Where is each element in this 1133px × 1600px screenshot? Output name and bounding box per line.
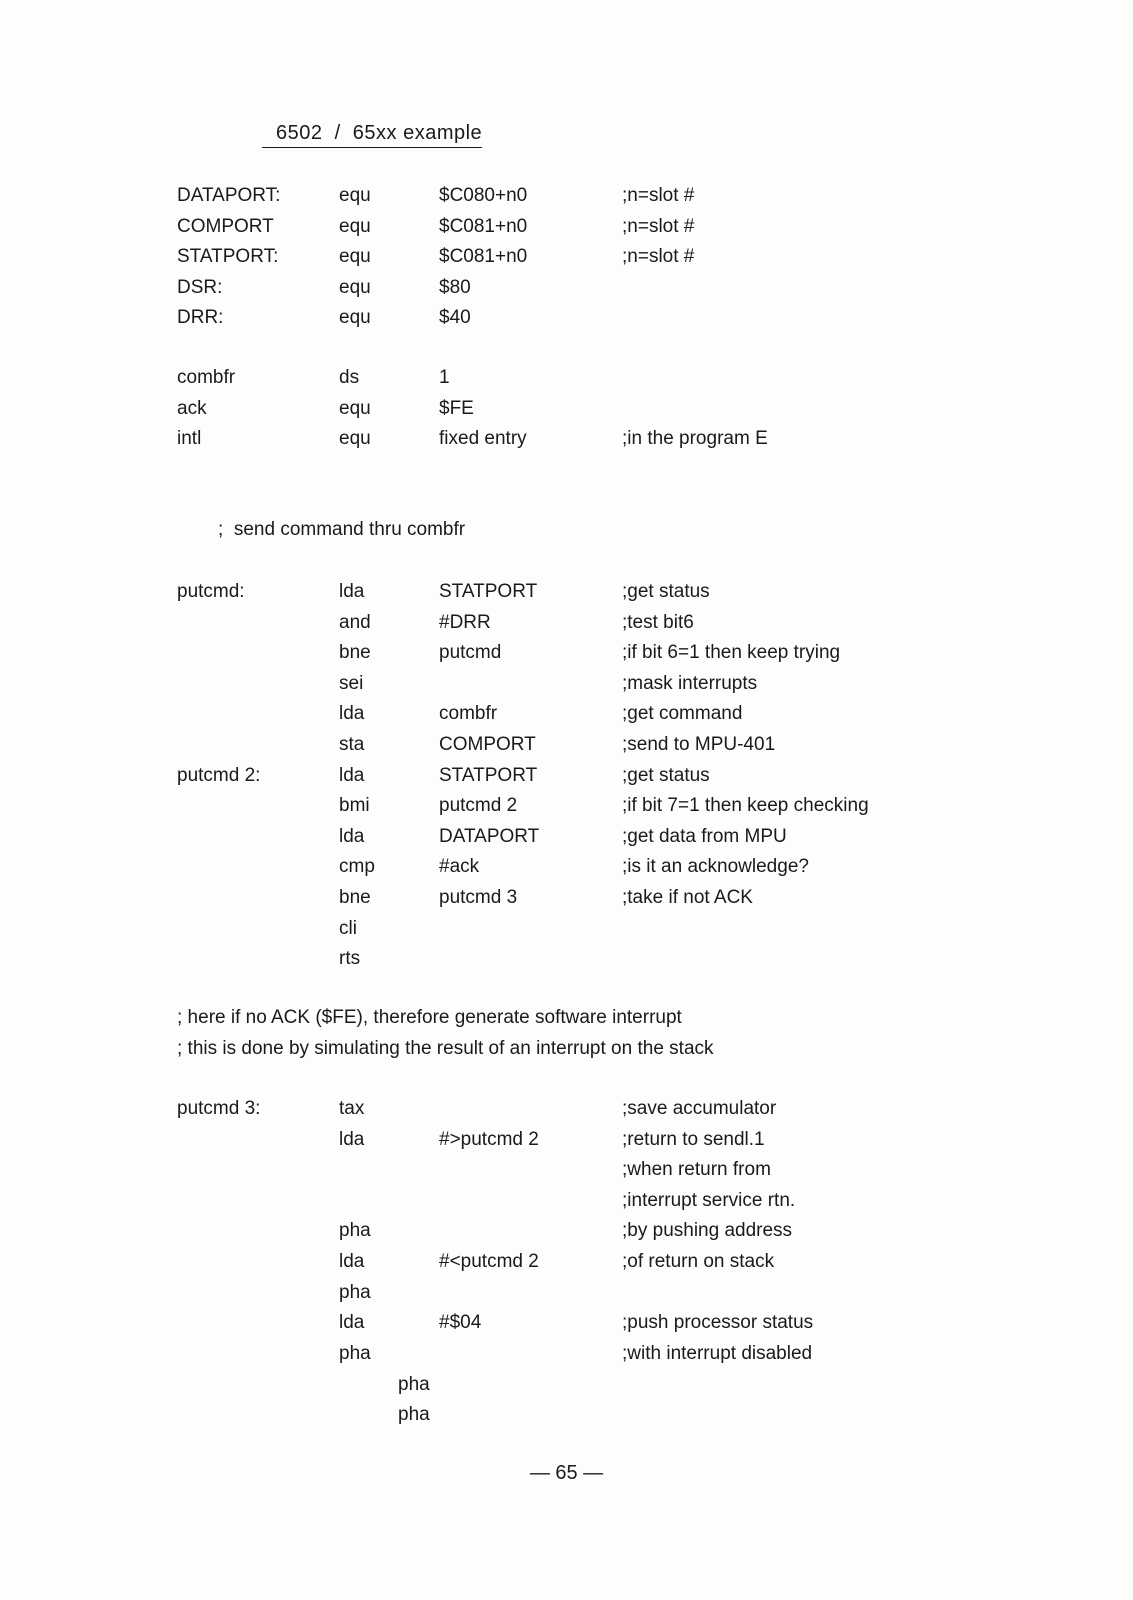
code-line xyxy=(0,275,1133,305)
code-comment: ;in the program E xyxy=(622,428,768,450)
code-comment: ;if bit 7=1 then keep checking xyxy=(622,795,869,817)
code-line xyxy=(0,1127,1133,1157)
code-operand: #>putcmd 2 xyxy=(439,1128,539,1150)
code-operand: #<putcmd 2 xyxy=(439,1251,539,1272)
code-operand: $C080+n0 xyxy=(439,185,528,206)
code-line xyxy=(0,305,1133,335)
code-label: DATAPORT: xyxy=(177,185,281,206)
section-comment: ; send command thru combfr xyxy=(218,519,466,540)
code-label: combfr xyxy=(177,367,236,388)
code-line xyxy=(0,1096,1133,1126)
code-operand: putcmd 2 xyxy=(439,795,518,817)
code-operand: $C081+n0 xyxy=(439,246,528,268)
code-operand: #$04 xyxy=(439,1312,482,1334)
code-line xyxy=(0,1341,1133,1371)
code-opcode: bmi xyxy=(339,795,370,817)
code-opcode: bne xyxy=(339,887,371,908)
code-comment: ;take if not ACK xyxy=(622,887,753,908)
code-operand: $FE xyxy=(439,397,474,419)
code-line xyxy=(0,732,1133,762)
code-comment: ;n=slot # xyxy=(622,215,695,237)
code-comment: ;of return on stack xyxy=(622,1251,775,1272)
code-opcode: rts xyxy=(339,948,361,970)
code-line xyxy=(0,946,1133,976)
code-line xyxy=(0,1218,1133,1248)
code-opcode: pha xyxy=(339,1281,371,1303)
code-line xyxy=(0,763,1133,793)
code-line xyxy=(0,183,1133,213)
code-opcode: sta xyxy=(339,734,365,755)
code-comment: ;n=slot # xyxy=(622,185,695,206)
code-comment: ;return to sendl.1 xyxy=(622,1128,765,1150)
code-opcode: lda xyxy=(339,1251,365,1272)
code-operand: STATPORT xyxy=(439,581,538,602)
code-comment: ;send to MPU-401 xyxy=(622,734,776,755)
code-label: ack xyxy=(177,397,207,419)
code-label: STATPORT: xyxy=(177,246,279,268)
code-operand: fixed entry xyxy=(439,428,527,450)
code-label: COMPORT xyxy=(177,215,274,237)
code-operand: DATAPORT xyxy=(439,825,540,847)
page-title: 6502 / 65xx example xyxy=(262,122,482,148)
code-line xyxy=(0,671,1133,701)
code-line xyxy=(0,214,1133,244)
code-opcode: lda xyxy=(339,1312,365,1334)
code-label: putcmd 3: xyxy=(177,1098,261,1119)
code-opcode: equ xyxy=(339,276,371,298)
code-comment: ;interrupt service rtn. xyxy=(622,1189,796,1211)
code-line xyxy=(0,1310,1133,1340)
code-comment: ;get command xyxy=(622,703,743,725)
code-opcode: lda xyxy=(339,825,365,847)
code-line xyxy=(0,1188,1133,1218)
code-opcode: sei xyxy=(339,672,364,694)
code-operand: putcmd 3 xyxy=(439,887,518,908)
code-opcode: pha xyxy=(398,1374,430,1395)
code-line xyxy=(0,1280,1133,1310)
code-operand: $C081+n0 xyxy=(439,215,528,237)
page-number: — 65 — xyxy=(529,1462,604,1484)
code-line xyxy=(0,579,1133,609)
code-label: DRR: xyxy=(177,307,224,329)
code-opcode: equ xyxy=(339,428,371,450)
code-opcode: equ xyxy=(339,397,371,419)
code-label: intl xyxy=(177,428,202,450)
code-comment: ;mask interrupts xyxy=(622,672,758,694)
code-comment: ;test bit6 xyxy=(622,611,694,633)
code-comment: ;with interrupt disabled xyxy=(622,1342,813,1364)
code-line xyxy=(0,916,1133,946)
code-opcode: lda xyxy=(339,764,365,786)
code-line xyxy=(0,244,1133,274)
code-opcode: ds xyxy=(339,367,360,388)
code-operand: combfr xyxy=(439,703,498,725)
code-comment: ;n=slot # xyxy=(622,246,695,268)
code-line xyxy=(0,640,1133,670)
code-comment: ;get data from MPU xyxy=(622,825,787,847)
code-label: DSR: xyxy=(177,276,223,298)
code-operand: $80 xyxy=(439,276,471,298)
note-comment: ; this is done by simulating the result of an interrupt on the stack xyxy=(177,1038,714,1059)
code-line xyxy=(0,885,1133,915)
code-operand: STATPORT xyxy=(439,764,538,786)
code-comment: ;by pushing address xyxy=(622,1220,793,1242)
code-operand: putcmd xyxy=(439,642,502,664)
code-label: putcmd: xyxy=(177,581,245,602)
code-opcode: equ xyxy=(339,246,371,268)
code-line xyxy=(0,365,1133,395)
code-opcode: pha xyxy=(339,1342,371,1364)
code-comment: ;if bit 6=1 then keep trying xyxy=(622,642,841,664)
code-comment: ;is it an acknowledge? xyxy=(622,856,809,878)
code-opcode: lda xyxy=(339,581,365,602)
code-opcode: equ xyxy=(339,215,371,237)
code-opcode: lda xyxy=(339,1128,365,1150)
code-opcode: equ xyxy=(339,185,371,206)
code-opcode: equ xyxy=(339,307,371,329)
code-line xyxy=(0,793,1133,823)
code-line xyxy=(0,701,1133,731)
code-operand: COMPORT xyxy=(439,734,536,755)
code-opcode: lda xyxy=(339,703,365,725)
code-comment: ;push processor status xyxy=(622,1312,814,1334)
code-opcode: and xyxy=(339,611,371,633)
code-line xyxy=(0,824,1133,854)
code-operand: $40 xyxy=(439,307,471,329)
code-line xyxy=(0,610,1133,640)
code-opcode: cli xyxy=(339,917,357,939)
code-operand: #DRR xyxy=(439,611,491,633)
code-comment: ;when return from xyxy=(622,1159,771,1181)
code-operand: 1 xyxy=(439,367,450,388)
code-opcode: tax xyxy=(339,1098,365,1119)
code-label: putcmd 2: xyxy=(177,764,261,786)
code-opcode: pha xyxy=(398,1404,430,1425)
code-operand: #ack xyxy=(439,856,480,878)
code-comment: ;get status xyxy=(622,764,710,786)
code-line xyxy=(0,426,1133,456)
code-line xyxy=(0,1249,1133,1279)
code-opcode: pha xyxy=(339,1220,371,1242)
code-line xyxy=(0,396,1133,426)
code-opcode: bne xyxy=(339,642,371,664)
code-opcode: cmp xyxy=(339,856,375,878)
code-comment: ;get status xyxy=(622,581,710,602)
note-comment: ; here if no ACK ($FE), therefore generate software interrupt xyxy=(177,1007,682,1028)
code-comment: ;save accumulator xyxy=(622,1098,777,1119)
code-line xyxy=(0,854,1133,884)
code-line xyxy=(0,1157,1133,1187)
